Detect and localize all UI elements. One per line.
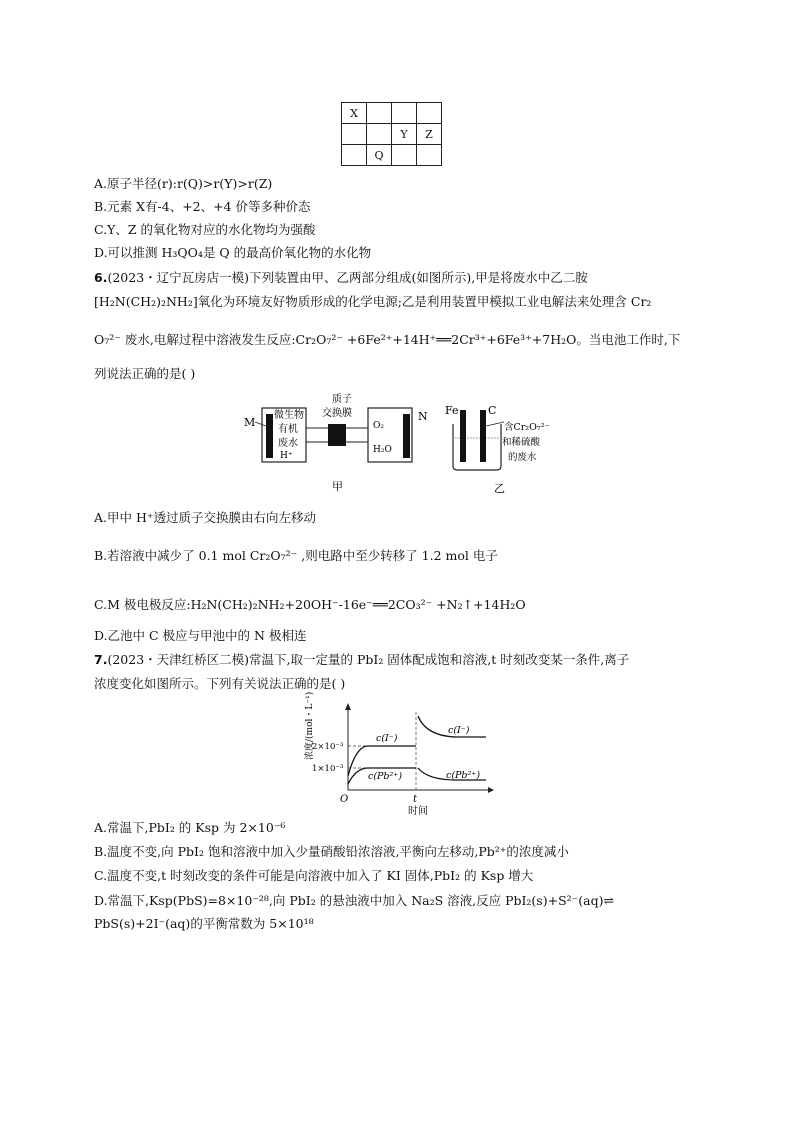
q5-option-c: C.Y、Z 的氧化物对应的水化物均为强酸 <box>94 222 316 237</box>
proton-membrane <box>328 424 346 446</box>
membrane-label-2: 交换膜 <box>322 408 352 419</box>
q6-option-a: A.甲中 H⁺透过质子交换膜由右向左移动 <box>94 510 316 525</box>
series-label-iodide-after: c(I⁻) <box>448 725 470 736</box>
x-axis-arrow <box>488 787 494 793</box>
table-row <box>342 103 442 124</box>
table-cell <box>342 145 367 166</box>
fe-electrode <box>460 410 466 462</box>
q7-stem-line2: 浓度变化如图所示。下列有关说法正确的是( ) <box>94 676 346 691</box>
m-electrode <box>266 414 273 458</box>
q7-option-d-line1: D.常温下,Ksp(PbS)=8×10⁻²⁸,向 PbI₂ 的悬浊液中加入 Na₂S 溶液,反应 PbI₂(s)+S²⁻(aq)⇌ <box>94 893 614 908</box>
q5-option-d: D.可以推测 H₃QO₄是 Q 的最高价氧化物的水化物 <box>94 245 372 260</box>
table-cell <box>417 145 442 166</box>
right-label-2: 和稀硫酸 <box>502 437 541 448</box>
ytick-label: 1×10⁻³ <box>312 764 344 774</box>
table-cell: Z <box>417 124 442 145</box>
jia-label: 甲 <box>332 480 343 493</box>
ytick-label: 2×10⁻³ <box>312 742 344 752</box>
q5-option-a: A.原子半径(r):r(Q)>r(Y)>r(Z) <box>94 176 273 191</box>
series-label-iodide-before: c(I⁻) <box>376 733 398 744</box>
right-label-3: 的废水 <box>508 452 537 463</box>
origin-label: O <box>340 794 349 805</box>
left-label-4: H⁺ <box>280 451 293 461</box>
yi-label: 乙 <box>494 482 505 495</box>
q6-stem-line4: 列说法正确的是( ) <box>94 366 196 381</box>
right-label-1: 含Cr₂O₇²⁻ <box>504 422 550 433</box>
c-electrode <box>480 410 486 462</box>
element-position-table <box>341 102 442 166</box>
series-label-pb-before: c(Pb²⁺) <box>368 771 403 782</box>
q7-option-b: B.温度不变,向 PbI₂ 饱和溶液中加入少量硝酸铅浓溶液,平衡向左移动,Pb²⁺的浓度减小 <box>94 844 569 859</box>
left-label-3: 废水 <box>278 438 298 449</box>
table-cell: Q <box>367 145 392 166</box>
left-label-1: 微生物 <box>274 410 304 421</box>
m-label: M <box>244 416 256 429</box>
table-cell <box>342 124 367 145</box>
fe-label: Fe <box>445 404 459 417</box>
table-cell <box>392 103 417 124</box>
x-axis-label: 时间 <box>408 806 428 817</box>
table-cell: Y <box>392 124 417 145</box>
n-label: N <box>418 410 428 423</box>
table-row <box>342 124 442 145</box>
electrolysis-apparatus-figure <box>240 390 550 500</box>
q6-stem-line2: [H₂N(CH₂)₂NH₂]氧化为环境友好物质形成的化学电源;乙是利用装置甲模拟工业电解法来处理含 Cr₂ <box>94 294 652 309</box>
o2-label: O₂ <box>373 421 384 431</box>
table-cell <box>392 145 417 166</box>
q5-option-b: B.元素 X有-4、+2、+4 价等多种价态 <box>94 199 311 214</box>
h2o-label: H₂O <box>373 445 392 455</box>
c-label: C <box>488 404 497 417</box>
concentration-chart <box>296 691 496 818</box>
table-cell: X <box>342 103 367 124</box>
membrane-label-1: 质子 <box>332 394 352 405</box>
q7-option-c: C.温度不变,t 时刻改变的条件可能是向溶液中加入了 KI 固体,PbI₂ 的 Ksp 增大 <box>94 868 534 883</box>
q6-option-c: C.M 极电极反应:H₂N(CH₂)₂NH₂+20OH⁻-16e⁻══2CO₃²⁻ +N₂↑+14H₂O <box>94 597 526 612</box>
table-row <box>342 145 442 166</box>
q7-option-a: A.常温下,PbI₂ 的 Ksp 为 2×10⁻⁶ <box>94 820 286 835</box>
m-pointer <box>255 422 266 426</box>
q6-stem-line3: O₇²⁻ 废水,电解过程中溶液发生反应:Cr₂O₇²⁻ +6Fe²⁺+14H⁺══2Cr³⁺+6Fe³⁺+7H₂O。当电池工作时,下 <box>94 332 681 347</box>
q7-stem-line1 <box>94 652 629 668</box>
table-cell <box>417 103 442 124</box>
q6-option-d: D.乙池中 C 极应与甲池中的 N 极相连 <box>94 628 307 643</box>
q6-stem-text: (2023・辽宁瓦房店一模)下列装置由甲、乙两部分组成(如图所示),甲是将废水中乙二胺 <box>107 270 588 285</box>
q6-option-b: B.若溶液中减少了 0.1 mol Cr₂O₇²⁻ ,则电路中至少转移了 1.2 mol 电子 <box>94 548 498 563</box>
table-cell <box>367 103 392 124</box>
q6-stem-line1 <box>94 270 588 286</box>
y-axis-label: 浓度/(mol・L⁻¹) <box>305 691 315 760</box>
t-label: t <box>413 794 418 805</box>
q7-option-d-line2: PbS(s)+2I⁻(aq)的平衡常数为 5×10¹⁸ <box>94 916 314 931</box>
n-electrode <box>403 414 410 458</box>
question-number: 7. <box>94 652 108 667</box>
y-axis-arrow <box>345 703 351 710</box>
table-cell <box>367 124 392 145</box>
series-label-pb-after: c(Pb²⁺) <box>446 770 481 781</box>
left-label-2: 有机 <box>278 424 298 435</box>
q7-stem-text: (2023・天津红桥区二模)常温下,取一定量的 PbI₂ 固体配成饱和溶液,t 时刻改变某一条件,离子 <box>107 652 630 667</box>
question-number: 6. <box>94 270 108 285</box>
